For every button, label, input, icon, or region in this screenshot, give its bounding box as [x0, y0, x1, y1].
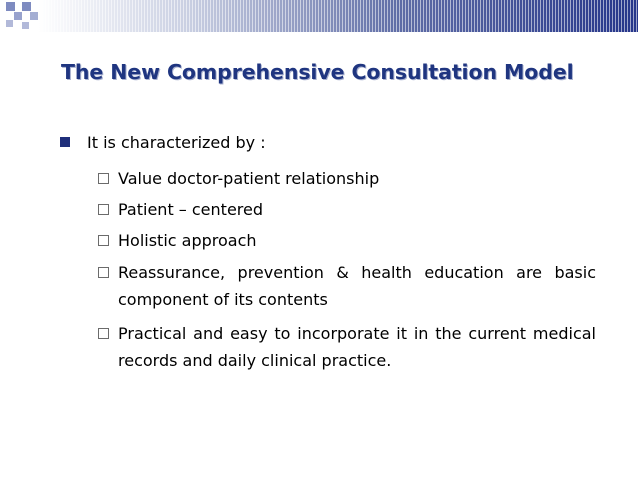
banner-square: [22, 2, 31, 11]
banner-square: [6, 2, 15, 11]
banner-square: [6, 20, 13, 27]
list-item-text: Practical and easy to incorporate it in the current medical records and daily clinical practice.: [118, 324, 596, 370]
hollow-square-bullet-icon: [98, 267, 109, 278]
banner-stripes: [0, 0, 638, 32]
banner-square: [22, 22, 29, 29]
hollow-square-bullet-icon: [98, 173, 109, 184]
list-item: [98, 323, 596, 374]
intro-bullet: [60, 133, 266, 153]
square-bullet-icon: [60, 137, 70, 147]
list-item-text: Reassurance, prevention & health education are basic component of its contents: [118, 263, 596, 309]
list-item: [98, 230, 596, 254]
hollow-square-bullet-icon: [98, 328, 109, 339]
list-item-text: Patient – centered: [118, 200, 264, 219]
list-item-text: Holistic approach: [118, 231, 257, 250]
banner-square: [14, 12, 22, 20]
list-item: [98, 262, 596, 313]
list-item: [98, 199, 596, 223]
list-item-text: Value doctor-patient relationship: [118, 169, 380, 188]
hollow-square-bullet-icon: [98, 235, 109, 246]
header-banner: [0, 0, 638, 32]
intro-text: It is characterized by :: [87, 133, 266, 152]
list-item: [98, 168, 596, 192]
hollow-square-bullet-icon: [98, 204, 109, 215]
banner-square: [30, 12, 38, 20]
slide-title: The New Comprehensive Consultation Model: [61, 60, 574, 84]
